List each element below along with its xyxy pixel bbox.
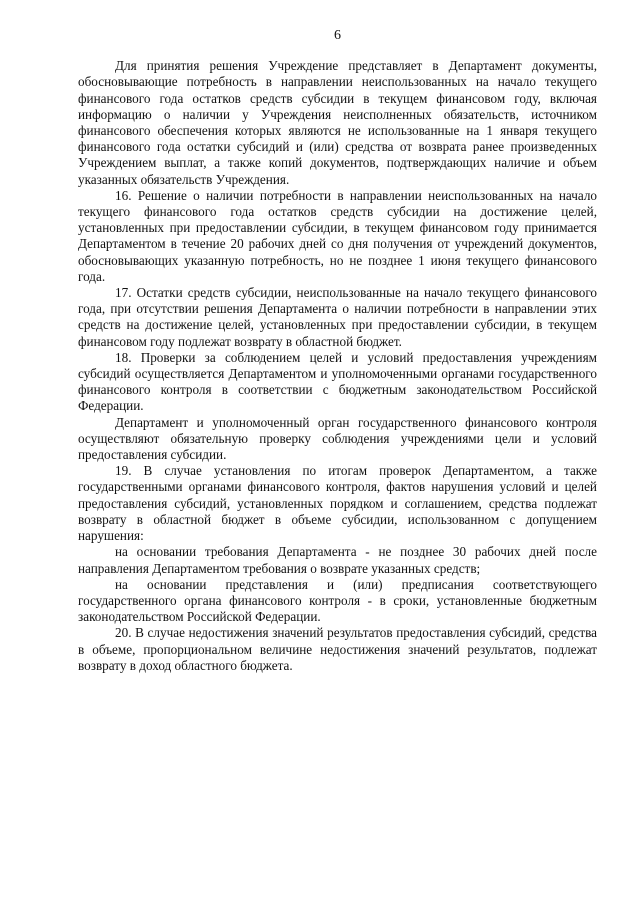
paragraph-16: 16. Решение о наличии потребности в направлении неиспользованных на начало текущего финансового года остатков средств субсидии на достижение целей, установленных при предоставлении субсидии, в текущем финансовом году принимается Департаментом в течение 20 рабочих дней со дня получения от учреждений документов, обосновывающих указанную потребность, но не позднее 1 июня текущего финансового года.: [78, 187, 597, 284]
paragraph-department-control: Департамент и уполномоченный орган государственного финансового контроля осуществляют обязательную проверку соблюдения учреждениями цели и условий предоставления субсидии.: [78, 414, 597, 463]
paragraph-19-control-body-order: на основании представления и (или) предписания соответствующего государственного органа финансового контроля - в сроки, установленные бюджетным законодательством Российской Федерации.: [78, 576, 597, 625]
paragraph-19-department-requirement: на основании требования Департамента - не позднее 30 рабочих дней после направления Департаментом требования о возврате указанных средств;: [78, 544, 597, 576]
paragraph-submission-documents: Для принятия решения Учреждение представляет в Департамент документы, обосновывающие потребность в направлении неиспользованных на начало текущего финансового года остатков средств субсидии в текущем финансовом году, включая информацию о наличии у Учреждения неисполненных обязательств, источником финансового обеспечения которых являются не использованные на 1 января текущего финансового года остатки субсидий и (или) средства от возврата ранее произведенных Учреждением выплат, а также копий документов, подтверждающих наличие и объем указанных обязательств Учреждения.: [78, 58, 597, 187]
paragraph-18: 18. Проверки за соблюдением целей и условий предоставления учреждениям субсидий осуществляется Департаментом и уполномоченными органами государственного финансового контроля в соответствии с бюджетным законодательством Российской Федерации.: [78, 349, 597, 414]
paragraph-17: 17. Остатки средств субсидии, неиспользованные на начало текущего финансового года, при отсутствии решения Департамента о наличии потребности в направлении этих средств на достижение целей, установленных при предоставлении субсидии, в текущем финансовом году подлежат возврату в областной бюджет.: [78, 285, 597, 349]
paragraph-20: 20. В случае недостижения значений результатов предоставления субсидий, средства в объеме, пропорциональном величине недостижения значений результатов, подлежат возврату в доход областного бюджета.: [78, 625, 597, 673]
page-number: 6: [334, 28, 341, 43]
paragraph-19: 19. В случае установления по итогам проверок Департаментом, а также государственными органами финансового контроля, фактов нарушения условий и целей предоставления субсидий, установленных порядком и соглашением, средства подлежат возврату в областной бюджет в объеме субсидии, использованном с допущением нарушения:: [78, 463, 597, 544]
document-page: [78, 28, 597, 674]
